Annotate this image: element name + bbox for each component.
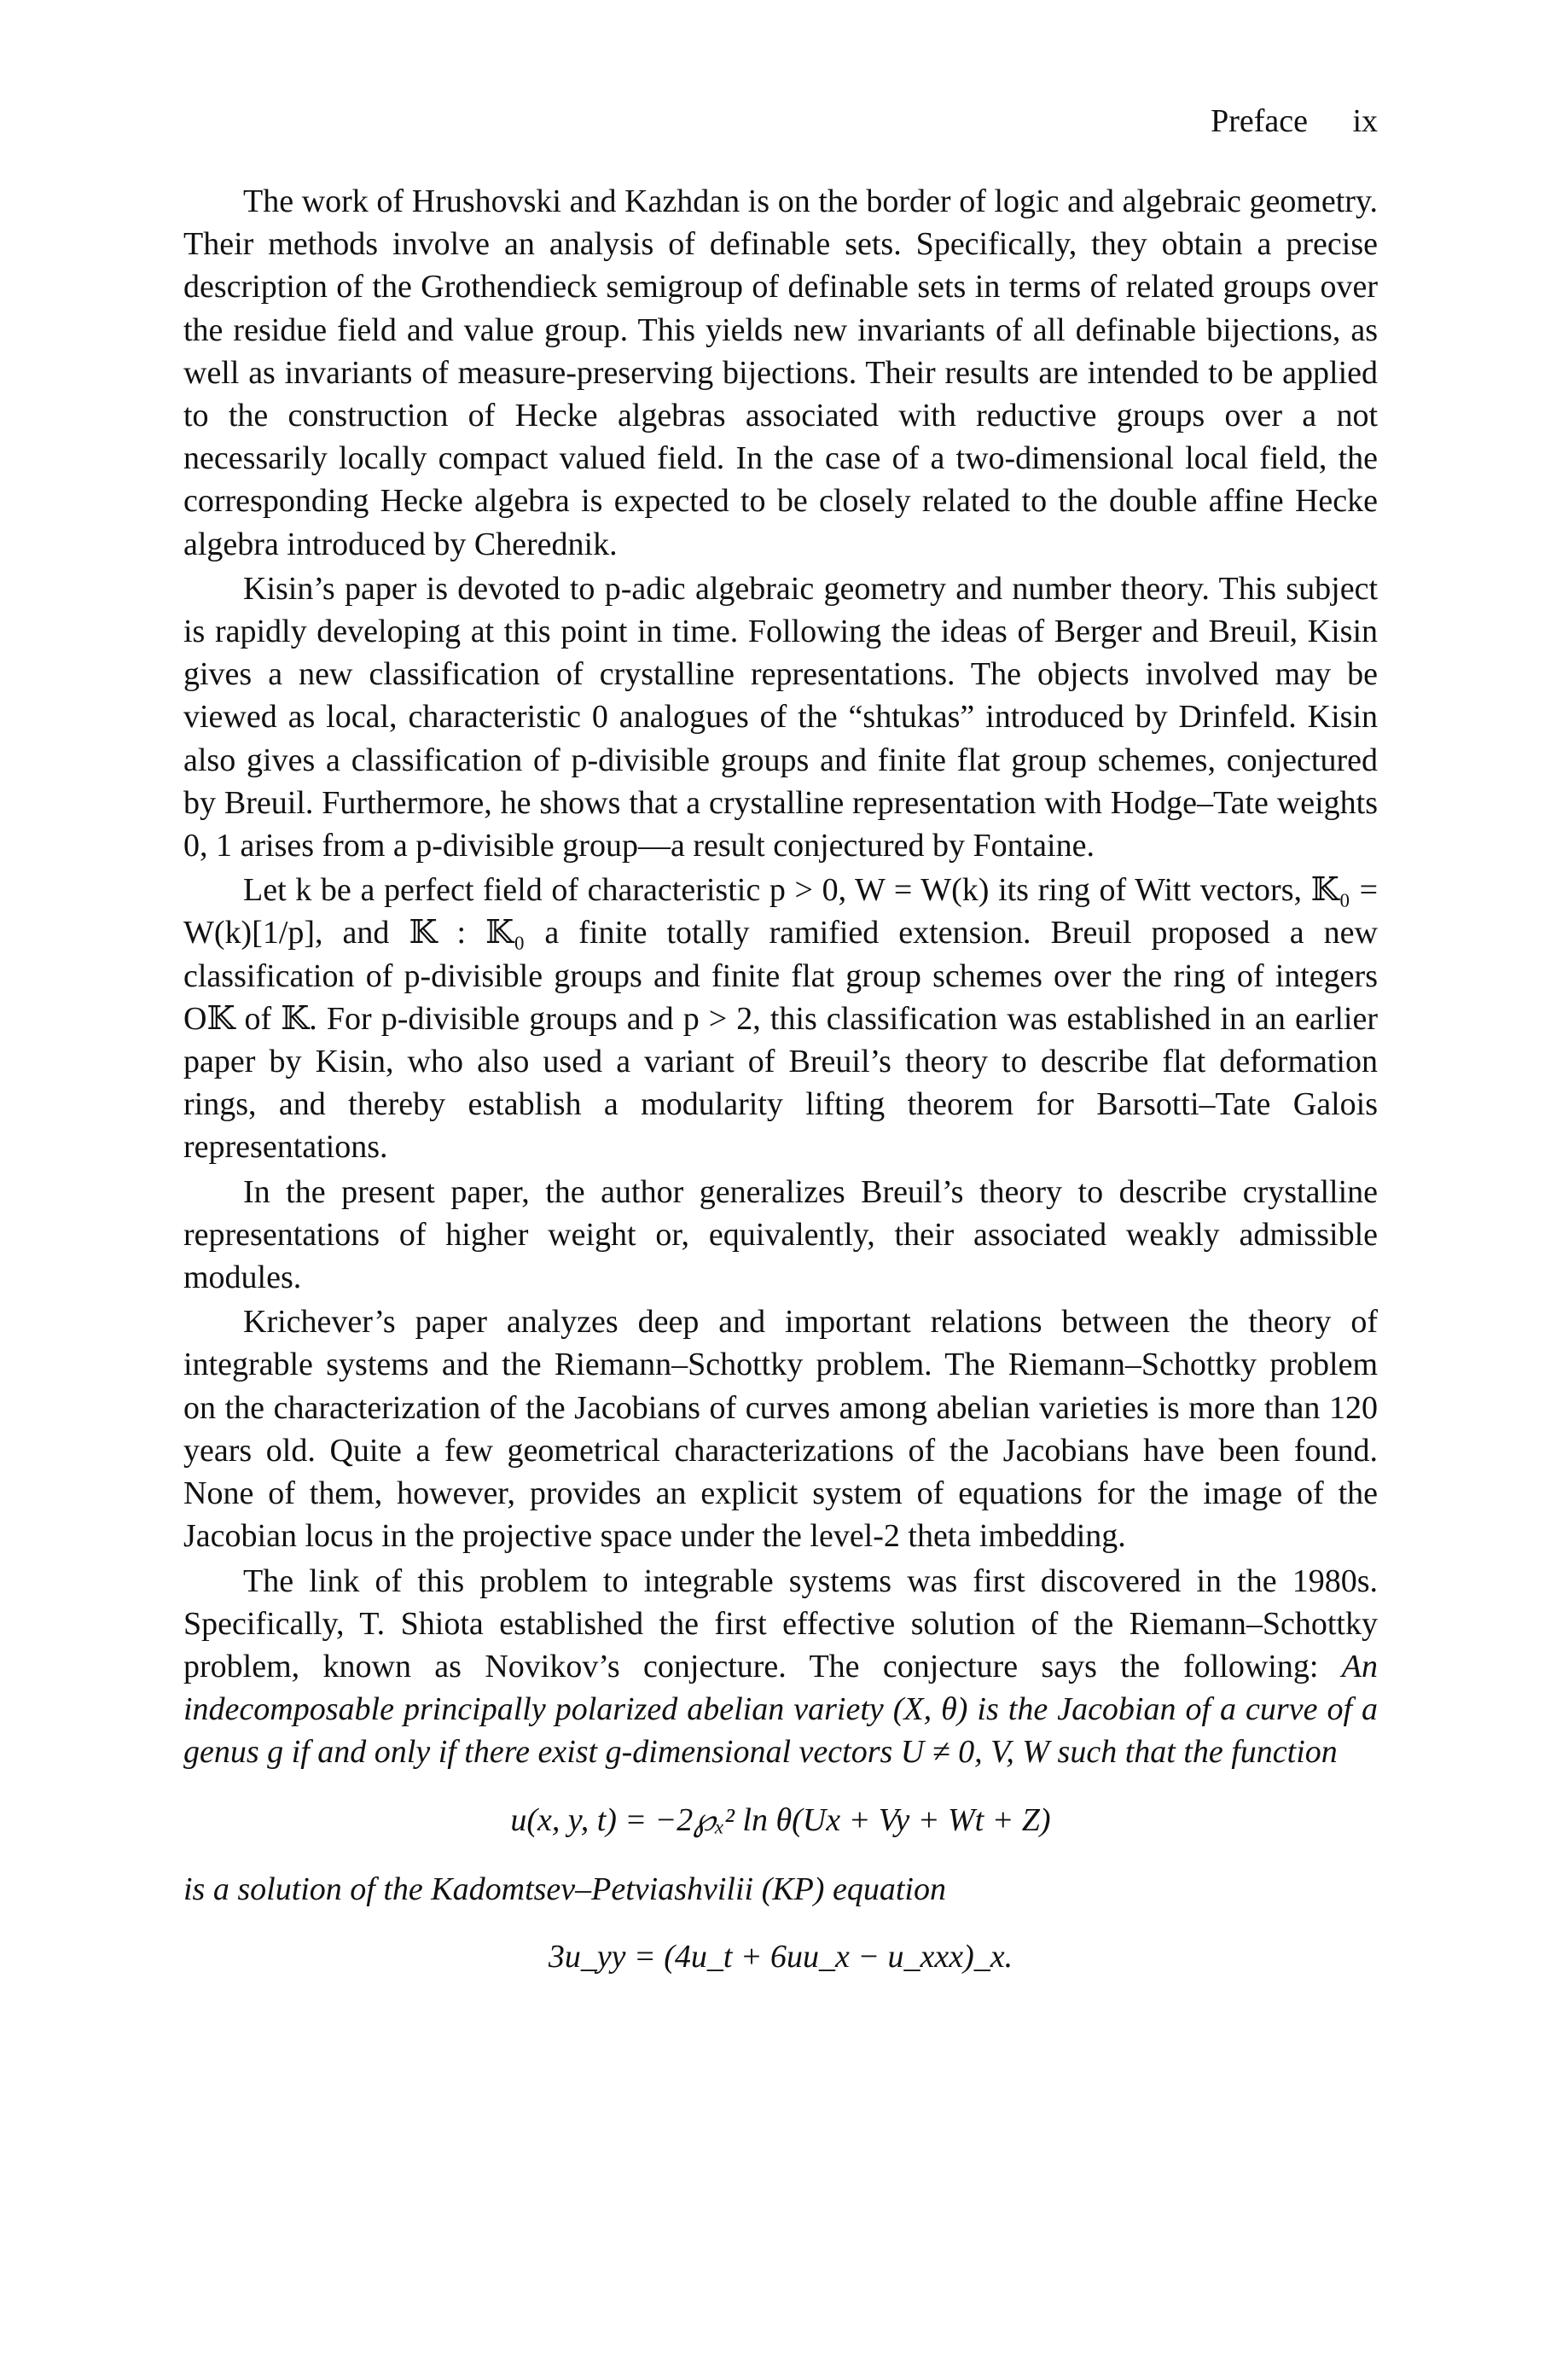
- paragraph-novikov-conjecture: [183, 1560, 1378, 1774]
- conjecture-lead: The link of this problem to integrable systems was first discovered in the 1980s. Specifically, T. Shiota established the first effective solution of the Riemann–Schottky problem, known as Novikov’s conjecture. The conjecture says the following:: [183, 1562, 1378, 1684]
- running-head-title: Preface: [1211, 103, 1308, 139]
- equation-kp-solution-text: u(x, y, t) = −2℘ₓ² ln θ(Ux + Vy + Wt + Z): [510, 1801, 1051, 1838]
- equation-kp-solution: [183, 1798, 1378, 1842]
- equation-connector-text: is a solution of the Kadomtsev–Petviashvilii (KP) equation: [183, 1871, 946, 1907]
- equation-kp: [183, 1935, 1378, 1979]
- paragraph-generalization: In the present paper, the author generalizes Breuil’s theory to describe crystalline representations of higher weight or, equivalently, their associated weakly admissible modules.: [183, 1173, 1378, 1296]
- conjecture-statement: An indecomposable principally polarized abelian variety (X, θ) is the Jacobian of a curve of a genus g if and only if there exist g-dimensional vectors U ≠ 0, V, W such that the function: [183, 1648, 1379, 1771]
- paragraph-kisin: Kisin’s paper is devoted to p-adic algebraic geometry and number theory. This subject is rapidly developing at this point in time. Following the ideas of Berger and Breuil, Kisin gives a new classification of crystalline representations. The objects involved may be viewed as local, characteristic 0 analogues of the “shtukas” introduced by Drinfeld. Kisin also gives a classification of p-divisible groups and finite flat group schemes, conjectured by Breuil. Furthermore, he shows that a crystalline representation with Hodge–Tate weights 0, 1 arises from a p-divisible group—a result conjectured by Fontaine.: [183, 570, 1378, 864]
- paragraph-hrushovski-kazhdan: The work of Hrushovski and Kazhdan is on the border of logic and algebraic geometry. Their methods involve an analysis of definable sets. Specifically, they obtain a precise description of the Grothendieck semigroup of definable sets in terms of related groups over the residue field and value group. This yields new invariants of all definable bijections, as well as invariants of measure-preserving bijections. Their results are intended to be applied to the construction of Hecke algebras associated with reductive groups over a not necessarily locally compact valued field. In the case of a two-dimensional local field, the corresponding Hecke algebra is expected to be closely related to the double affine Hecke algebra introduced by Cherednik.: [183, 183, 1378, 562]
- equation-kp-text: 3u_yy = (4u_t + 6uu_x − u_xxx)_x.: [548, 1938, 1013, 1975]
- paragraph-krichever: Krichever’s paper analyzes deep and important relations between the theory of integrable systems and the Riemann–Schottky problem. The Riemann–Schottky problem on the characterization of the Jacobians of curves among abelian varieties is more than 120 years old. Quite a few geometrical characterizations of the Jacobians have been found. None of them, however, provides an explicit system of equations for the image of the Jacobian locus in the projective space under the level-2 theta imbedding.: [183, 1304, 1378, 1555]
- paragraph-breuil-classification: Let k be a perfect field of characteristic p > 0, W = W(k) its ring of Witt vectors, 𝕂₀ = W(k)[1/p], and 𝕂 : 𝕂₀ a finite totally ramified extension. Breuil proposed a new classification of p-divisible groups and finite flat group schemes over the ring of integers O𝕂 of 𝕂. For p-divisible groups and p > 2, this classification was established in an earlier paper by Kisin, who also used a variant of Breuil’s theory to describe flat deformation rings, and thereby establish a modularity lifting theorem for Barsotti–Tate Galois representations.: [183, 872, 1378, 1166]
- page-number: ix: [1352, 103, 1378, 139]
- body-text: [183, 180, 1378, 2004]
